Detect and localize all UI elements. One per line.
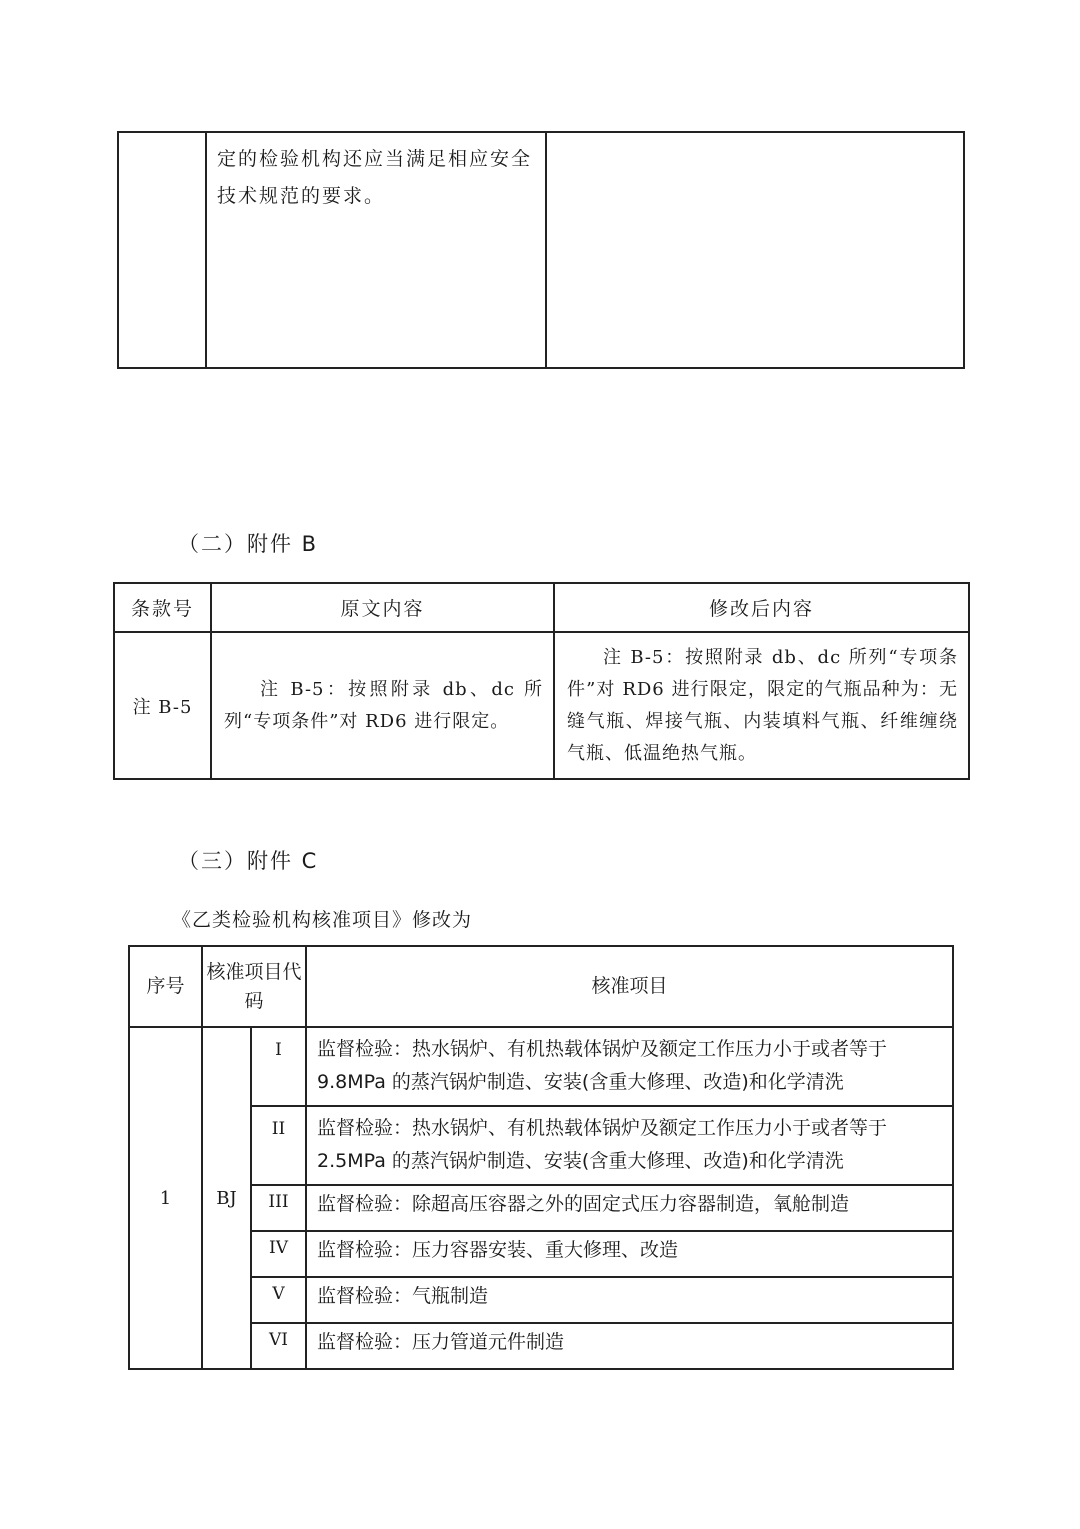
header-revised: 修改后内容	[554, 583, 969, 632]
header-item: 核准项目	[306, 946, 953, 1027]
appendix-c-table	[128, 945, 954, 1370]
table-row	[129, 1277, 953, 1323]
original-cell: 定的检验机构还应当满足相应安全技术规范的要求。	[206, 132, 546, 368]
section-b-heading: （二）附件 B	[178, 532, 319, 556]
table-row	[118, 132, 964, 368]
sub-code-cell: II	[251, 1106, 306, 1185]
table-row	[129, 1027, 953, 1106]
header-clause: 条款号	[114, 583, 211, 632]
sub-code-cell: IV	[251, 1231, 306, 1277]
revised-cell: 注 B-5：按照附录 db、dc 所列“专项条件”对 RD6 进行限定，限定的气瓶品种为：无缝气瓶、焊接气瓶、内装填料气瓶、纤维缠绕气瓶、低温绝热气瓶。	[554, 632, 969, 779]
sub-code-cell: III	[251, 1185, 306, 1231]
table-row	[129, 1323, 953, 1369]
sub-code-cell: VI	[251, 1323, 306, 1369]
table-header-row	[129, 946, 953, 1027]
header-code: 核准项目代码	[202, 946, 306, 1027]
header-seq: 序号	[129, 946, 202, 1027]
item-cell: 监督检验：热水锅炉、有机热载体锅炉及额定工作压力小于或者等于 2.5MPa 的蒸汽锅炉制造、安装(含重大修理、改造)和化学清洗	[306, 1106, 953, 1185]
clause-cell	[118, 132, 206, 368]
item-cell: 监督检验：压力容器安装、重大修理、改造	[306, 1231, 953, 1277]
item-cell: 监督检验：气瓶制造	[306, 1277, 953, 1323]
table-header-row	[114, 583, 969, 632]
item-cell: 监督检验：热水锅炉、有机热载体锅炉及额定工作压力小于或者等于 9.8MPa 的蒸汽锅炉制造、安装(含重大修理、改造)和化学清洗	[306, 1027, 953, 1106]
seq-cell: 1	[129, 1027, 202, 1369]
continuation-table	[117, 131, 965, 369]
item-cell: 监督检验：除超高压容器之外的固定式压力容器制造，氧舱制造	[306, 1185, 953, 1231]
item-cell: 监督检验：压力管道元件制造	[306, 1323, 953, 1369]
table-row	[129, 1185, 953, 1231]
revised-cell	[546, 132, 964, 368]
sub-code-cell: I	[251, 1027, 306, 1106]
table-row	[129, 1106, 953, 1185]
appendix-b-table	[113, 582, 970, 780]
table-row	[129, 1231, 953, 1277]
sub-code-cell: V	[251, 1277, 306, 1323]
table-row	[114, 632, 969, 779]
clause-cell: 注 B-5	[114, 632, 211, 779]
original-cell: 注 B-5：按照附录 db、dc 所列“专项条件”对 RD6 进行限定。	[211, 632, 554, 779]
section-c-note: 《乙类检验机构核准项目》修改为	[172, 909, 473, 931]
section-c-heading: （三）附件 C	[178, 849, 319, 873]
code-cell: BJ	[202, 1027, 251, 1369]
header-original: 原文内容	[211, 583, 554, 632]
